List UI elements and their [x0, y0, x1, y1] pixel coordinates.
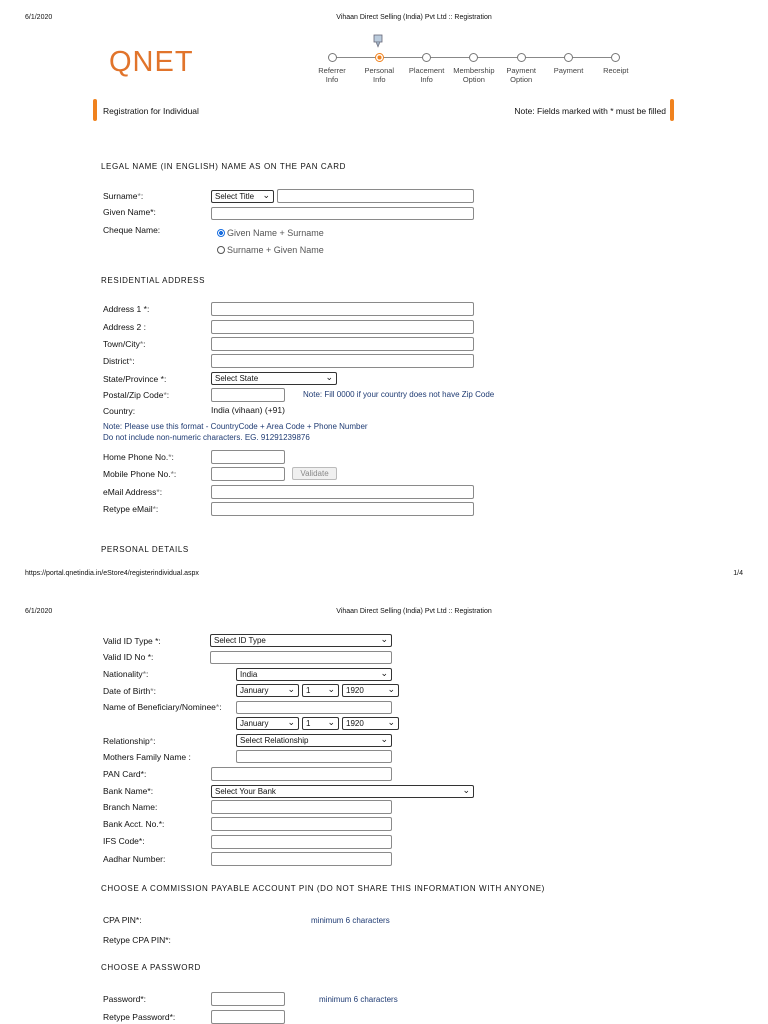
postal-code-note: Note: Fill 0000 if your country does not have Zip Code	[303, 390, 495, 399]
surname-input[interactable]	[277, 189, 474, 203]
print-date: 6/1/2020	[25, 14, 53, 21]
beneficiary-day-select[interactable]: 1 ⌄	[302, 717, 339, 730]
town-input[interactable]	[211, 337, 474, 351]
bank-name-select[interactable]: Select Your Bank ⌄	[211, 785, 474, 798]
retype-password-label: Retype Password*:	[103, 1012, 176, 1022]
beneficiary-label: Name of Beneficiary/Nominee*:	[103, 702, 222, 712]
id-type-select[interactable]: Select ID Type ⌄	[210, 634, 392, 647]
banner-left-accent	[93, 99, 97, 121]
nationality-label: Nationality*:	[103, 669, 149, 679]
mothers-family-name-label: Mothers Family Name :	[103, 752, 191, 762]
postal-code-label: Postal/Zip Code*:	[103, 390, 170, 400]
chevron-down-icon: ⌄	[325, 372, 333, 382]
step-label-line2: Option	[462, 75, 485, 84]
step-label-line2: Info	[325, 75, 339, 84]
state-label: State/Province *:	[103, 374, 167, 384]
relationship-label: Relationship*:	[103, 736, 156, 746]
retype-email-label: Retype eMail*:	[103, 504, 159, 514]
step-circle-icon	[328, 53, 337, 62]
given-name-input[interactable]	[211, 207, 474, 220]
address1-label: Address 1 *:	[103, 304, 150, 314]
step-label-line1: Membership	[453, 66, 495, 75]
bank-account-label: Bank Acct. No.*:	[103, 819, 165, 829]
cpa-pin-section-title: CHOOSE A COMMISSION PAYABLE ACCOUNT PIN (DO NOT SHARE THIS INFORMATION WITH ANYONE)	[101, 884, 545, 893]
aadhar-number-input[interactable]	[211, 852, 392, 866]
retype-email-input[interactable]	[211, 502, 474, 516]
district-input[interactable]	[211, 354, 474, 368]
beneficiary-input[interactable]	[236, 701, 392, 714]
branch-name-input[interactable]	[211, 800, 392, 814]
pan-card-input[interactable]	[211, 767, 392, 781]
step-label-line1: Personal	[364, 66, 395, 75]
chevron-down-icon: ⌄	[387, 684, 395, 694]
mothers-family-name-input[interactable]	[236, 750, 392, 763]
dob-year-select[interactable]: 1920 ⌄	[342, 684, 399, 697]
residential-address-section-title: RESIDENTIAL ADDRESS	[101, 276, 206, 285]
beneficiary-year-select[interactable]: 1920 ⌄	[342, 717, 399, 730]
step-label-line1: Payment	[506, 66, 536, 75]
chevron-down-icon: ⌄	[287, 684, 295, 694]
country-label: Country:	[103, 406, 136, 416]
dob-month-select[interactable]: January ⌄	[236, 684, 299, 697]
address1-input[interactable]	[211, 302, 474, 316]
email-input[interactable]	[211, 485, 474, 499]
country-value: India (vihaan) (+91)	[211, 405, 285, 415]
current-step-marker-icon	[373, 34, 383, 48]
phone-format-example: Do not include non-numeric characters. EG. 91291239876	[103, 433, 310, 442]
chevron-down-icon: ⌄	[327, 684, 335, 694]
step-label-line2: Info	[420, 75, 433, 84]
print-footer-page: 1/4	[733, 570, 743, 577]
email-label: eMail Address*:	[103, 487, 163, 497]
print-footer-url: https://portal.qnetindia.in/eStore4/registerindividual.aspx	[25, 570, 199, 577]
postal-code-input[interactable]	[211, 388, 285, 402]
retype-password-input[interactable]	[211, 1010, 285, 1024]
district-label: District*:	[103, 356, 135, 366]
relationship-select[interactable]: Select Relationship ⌄	[236, 734, 392, 747]
chevron-down-icon: ⌄	[380, 734, 388, 744]
print-date-page2: 6/1/2020	[25, 608, 53, 615]
step-label-line1: Receipt	[603, 66, 629, 75]
cpa-pin-note: minimum 6 characters	[311, 916, 390, 925]
id-no-input[interactable]	[210, 651, 392, 664]
print-header-title-page2: Vihaan Direct Selling (India) Pvt Ltd :: Registration	[336, 608, 492, 615]
step-label	[586, 66, 646, 75]
chevron-down-icon: ⌄	[327, 717, 335, 727]
chevron-down-icon: ⌄	[387, 717, 395, 727]
cheque-option-surname-given[interactable]: Surname + Given Name	[217, 245, 324, 255]
banner-required-note: Note: Fields marked with * must be filled	[514, 106, 666, 116]
bank-name-label: Bank Name*:	[103, 786, 154, 796]
chevron-down-icon: ⌄	[462, 785, 470, 795]
dob-day-select[interactable]: 1 ⌄	[302, 684, 339, 697]
home-phone-input[interactable]	[211, 450, 285, 464]
address2-label: Address 2 :	[103, 322, 146, 332]
surname-label: Surname*:	[103, 191, 144, 201]
beneficiary-month-select[interactable]: January ⌄	[236, 717, 299, 730]
address2-input[interactable]	[211, 320, 474, 334]
chevron-down-icon: ⌄	[380, 668, 388, 678]
title-select[interactable]: Select Title ⌄	[211, 190, 274, 203]
qnet-logo: QNET	[109, 46, 194, 78]
chevron-down-icon: ⌄	[287, 717, 295, 727]
state-select[interactable]: Select State ⌄	[211, 372, 337, 385]
chevron-down-icon: ⌄	[262, 190, 270, 200]
id-type-label: Valid ID Type *:	[103, 636, 161, 646]
radio-unselected-icon[interactable]	[217, 246, 225, 254]
dob-label: Date of Birth*:	[103, 686, 156, 696]
validate-button[interactable]: Validate	[292, 467, 337, 480]
banner-right-accent	[670, 99, 674, 121]
cheque-option-given-surname[interactable]: Given Name + Surname	[217, 228, 324, 238]
chevron-down-icon: ⌄	[380, 634, 388, 644]
password-note: minimum 6 characters	[319, 995, 398, 1004]
step-label-line2: Info	[373, 75, 386, 84]
personal-details-section-title: PERSONAL DETAILS	[101, 545, 189, 554]
mobile-phone-input[interactable]	[211, 467, 285, 481]
step-circle-icon	[564, 53, 573, 62]
aadhar-number-label: Aadhar Number:	[103, 854, 166, 864]
id-no-label: Valid ID No *:	[103, 652, 154, 662]
given-name-label: Given Name*:	[103, 207, 156, 217]
password-input[interactable]	[211, 992, 285, 1006]
ifs-code-input[interactable]	[211, 835, 392, 849]
step-label-line1: Placement	[408, 66, 445, 75]
step-circle-icon	[517, 53, 526, 62]
mobile-phone-label: Mobile Phone No.*:	[103, 469, 177, 479]
print-header-title: Vihaan Direct Selling (India) Pvt Ltd :: Registration	[336, 14, 492, 21]
retype-cpa-pin-label: Retype CPA PIN*:	[103, 935, 171, 945]
step-label-line1: Referrer	[318, 66, 346, 75]
legal-name-section-title: LEGAL NAME (IN ENGLISH) NAME AS ON THE PAN CARD	[101, 162, 346, 171]
password-label: Password*:	[103, 994, 146, 1004]
cheque-name-label: Cheque Name:	[103, 225, 161, 235]
step-label-line1: Payment	[553, 66, 584, 75]
branch-name-label: Branch Name:	[103, 802, 158, 812]
home-phone-label: Home Phone No.*:	[103, 452, 174, 462]
step-circle-icon	[469, 53, 478, 62]
phone-format-note: Note: Please use this format - CountryCode + Area Code + Phone Number	[103, 422, 368, 431]
step-circle-icon	[375, 53, 384, 62]
ifs-code-label: IFS Code*:	[103, 836, 145, 846]
nationality-select[interactable]: India ⌄	[236, 668, 392, 681]
step-label-line2: Option	[510, 75, 533, 84]
bank-account-input[interactable]	[211, 817, 392, 831]
step-circle-icon	[611, 53, 620, 62]
cpa-pin-label: CPA PIN*:	[103, 915, 142, 925]
pan-card-label: PAN Card*:	[103, 769, 147, 779]
banner-title: Registration for Individual	[103, 106, 199, 116]
radio-selected-icon[interactable]	[217, 229, 225, 237]
town-label: Town/City*:	[103, 339, 146, 349]
step-circle-icon	[422, 53, 431, 62]
password-section-title: CHOOSE A PASSWORD	[101, 963, 201, 972]
